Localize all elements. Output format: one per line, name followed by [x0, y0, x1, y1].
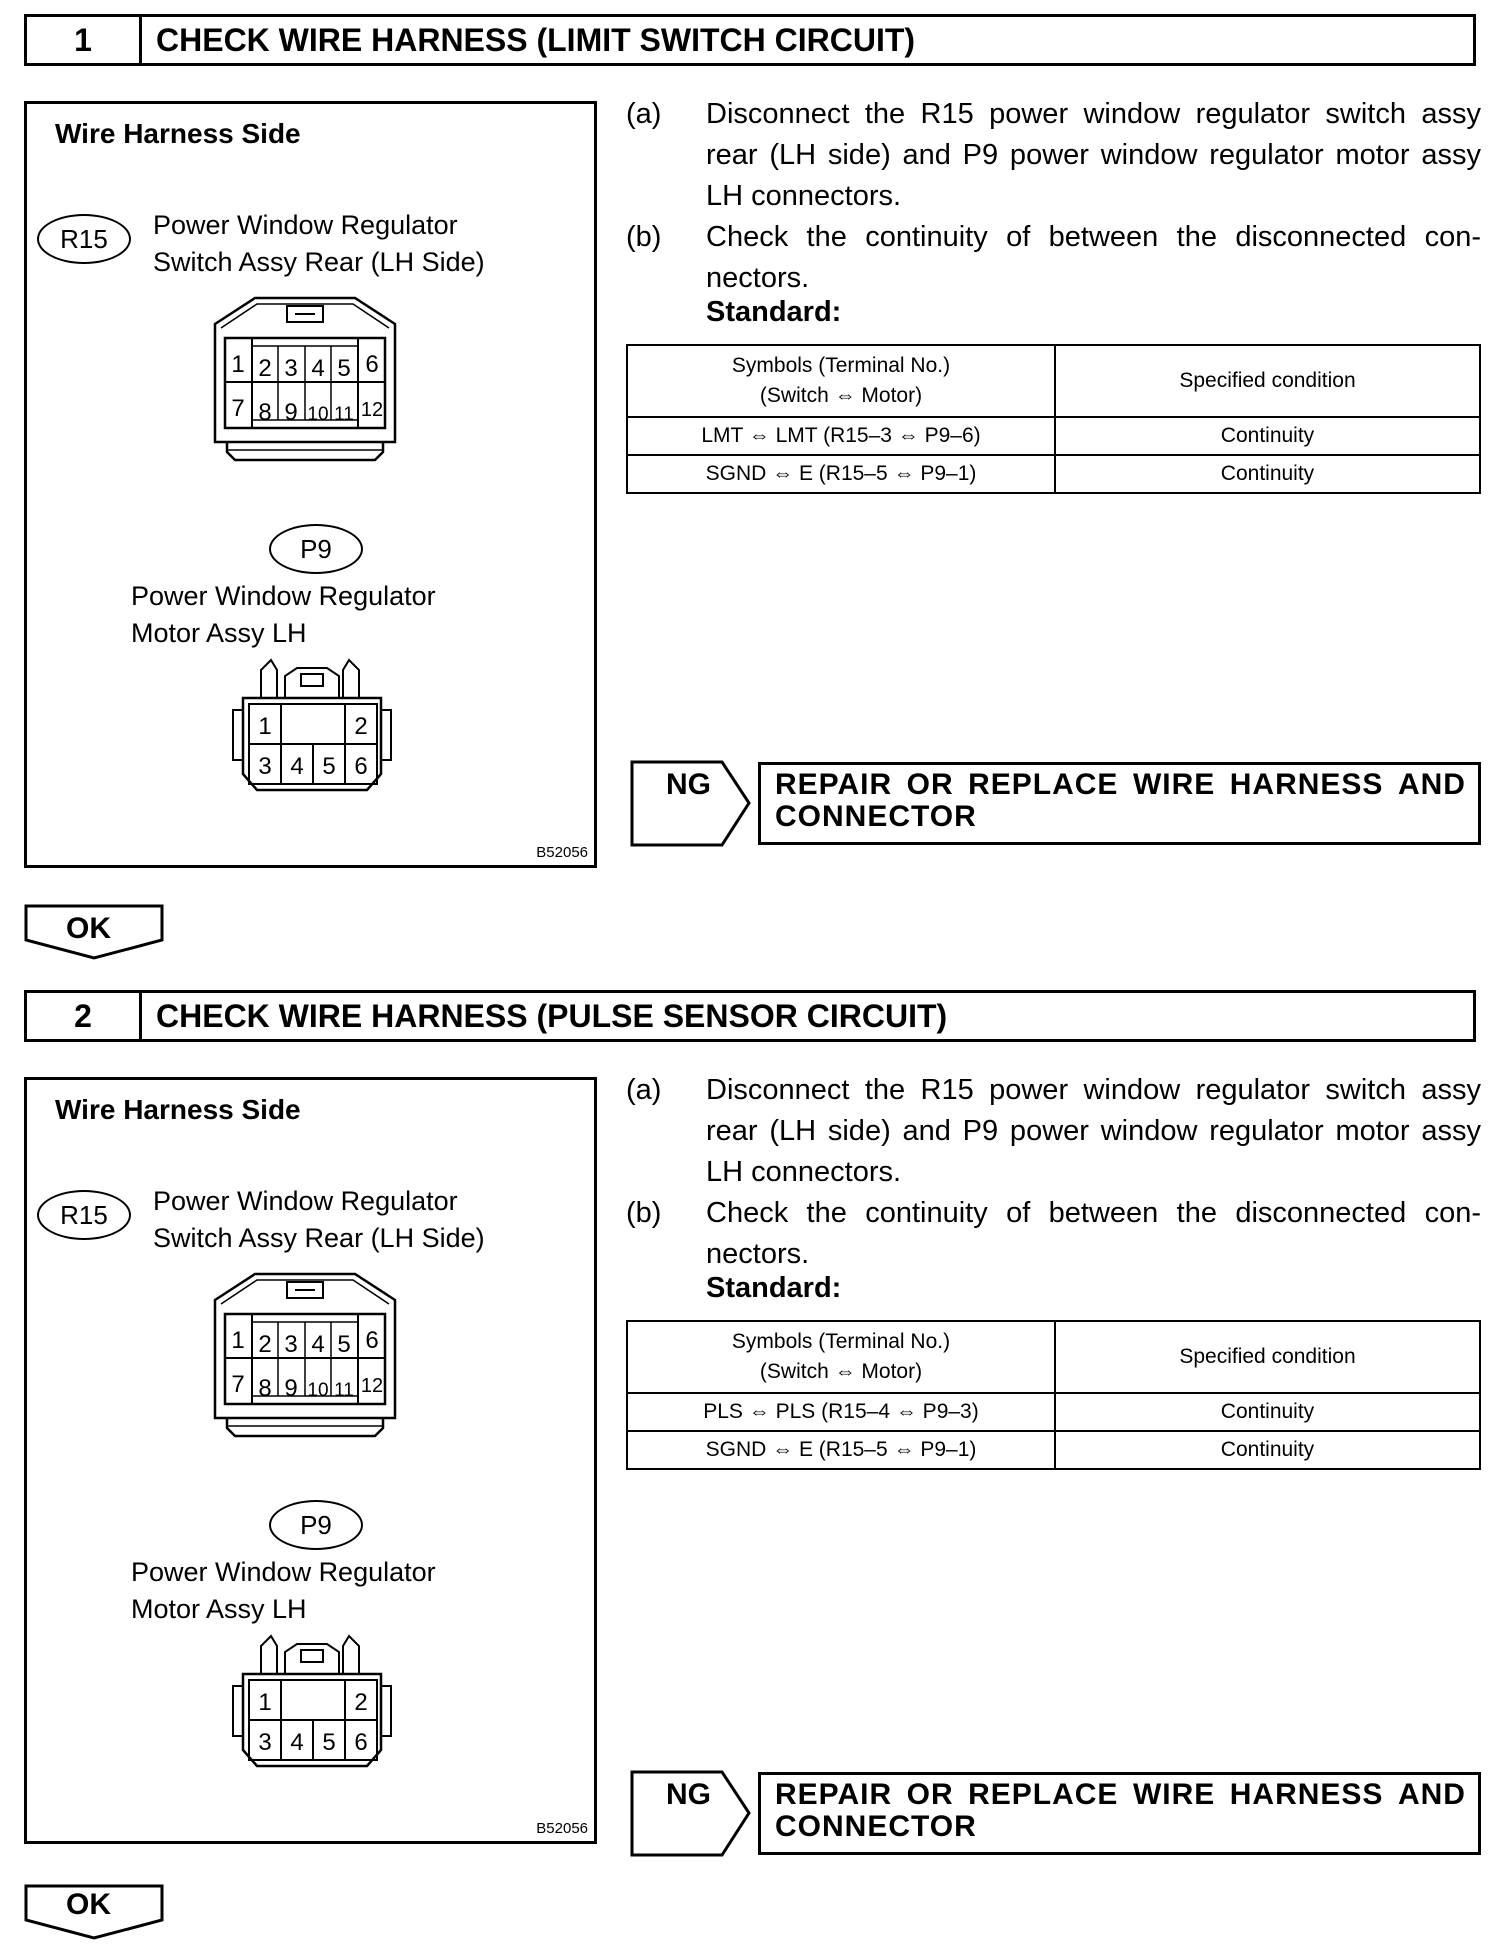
ok-label: OK [66, 1888, 111, 1921]
pin-label: 6 [354, 753, 368, 780]
step-title: CHECK WIRE HARNESS (PULSE SENSOR CIRCUIT) [156, 997, 948, 1034]
ng-action-word: REPAIR [775, 768, 893, 801]
step-header [24, 14, 1476, 66]
connector-code-r15: R15 [37, 214, 131, 264]
table-cell-symbols: SGND ⇔ E (R15–5 ⇔ P9–1) [627, 1431, 1055, 1469]
connector-a-name-line2: Switch Assy Rear (LH Side) [153, 1223, 485, 1253]
pin-label: 2 [354, 1689, 368, 1716]
pin-label: 5 [337, 1331, 351, 1358]
pin-label: 5 [322, 753, 336, 780]
pin-label: 6 [365, 351, 379, 378]
connector-b-name-line1: Power Window Regulator [131, 1557, 436, 1587]
step-2 [0, 976, 1504, 1946]
pin-label: 5 [337, 355, 351, 382]
figure-title: Wire Harness Side [55, 118, 301, 149]
pin-label: 9 [284, 399, 298, 426]
table-row [627, 455, 1480, 493]
connector-b-name-line2: Motor Assy LH [131, 618, 307, 648]
ng-action-box [758, 1772, 1481, 1855]
pin-label: 4 [311, 355, 325, 382]
connector-a-name-line1: Power Window Regulator [153, 210, 458, 240]
connector-b-name-line1: Power Window Regulator [131, 581, 436, 611]
pin-label: 3 [258, 1729, 272, 1756]
header-symbols-line1: Symbols (Terminal No.) [731, 1330, 951, 1353]
step-1 [0, 0, 1504, 970]
pin-label: 8 [258, 1375, 272, 1402]
pin-label: 1 [231, 351, 245, 378]
table-cell-symbols: PLS ⇔ PLS (R15–4 ⇔ P9–3) [627, 1393, 1055, 1431]
instruction-label: (a) [626, 98, 662, 130]
step-number: 2 [27, 993, 142, 1039]
connector-a-label [153, 207, 485, 281]
header-symbols-line2: (Switch ⇔ Motor) [759, 384, 923, 407]
pin-label: 2 [354, 713, 368, 740]
table-header-row [627, 1321, 1480, 1393]
pin-label: 3 [284, 355, 298, 382]
table-cell-symbols: SGND ⇔ E (R15–5 ⇔ P9–1) [627, 455, 1055, 493]
table-header-symbols [627, 345, 1055, 417]
table-header-symbols [627, 1321, 1055, 1393]
pin-label: 7 [231, 395, 245, 422]
connector-b-name-line2: Motor Assy LH [131, 1594, 307, 1624]
instruction-item [626, 1193, 1481, 1275]
pin-label: 8 [258, 399, 272, 426]
ng-action-word: AND [1397, 768, 1466, 801]
table-cell-condition: Continuity [1055, 1393, 1480, 1431]
connector-figure [24, 1077, 597, 1844]
header-symbols-line1: Symbols (Terminal No.) [731, 354, 951, 377]
connector-p9-diagram [231, 652, 401, 802]
figure-title: Wire Harness Side [55, 1094, 301, 1125]
ng-action-line2: CONNECTOR [775, 1810, 977, 1843]
pin-label: 2 [258, 1331, 272, 1358]
instruction-text: Check the continuity of between the disconnected con-nectors. [706, 1197, 1481, 1270]
table-cell-condition: Continuity [1055, 1431, 1480, 1469]
pin-label: 1 [258, 713, 272, 740]
standard-label: Standard: [706, 296, 842, 328]
pin-label: 2 [258, 355, 272, 382]
ng-action-line2: CONNECTOR [775, 800, 977, 833]
instruction-label: (a) [626, 1074, 662, 1106]
step-number: 1 [27, 17, 142, 63]
ng-action-word: WIRE [1132, 1778, 1216, 1811]
ng-label: NG [666, 1778, 711, 1811]
table-cell-symbols: LMT ⇔ LMT (R15–3 ⇔ P9–6) [627, 417, 1055, 455]
instruction-label: (b) [626, 1197, 662, 1229]
figure-code: B52056 [536, 1820, 588, 1837]
pin-label: 1 [231, 1327, 245, 1354]
pin-label: 6 [365, 1327, 379, 1354]
standard-label: Standard: [706, 1272, 842, 1304]
pin-label: 11 [334, 404, 354, 425]
table-row [627, 1431, 1480, 1469]
instruction-text: Disconnect the R15 power window regulator switch assy rear (LH side) and P9 power window regulator motor assy LH connectors. [706, 98, 1481, 212]
pin-label: 3 [284, 1331, 298, 1358]
header-symbols-line2: (Switch ⇔ Motor) [759, 1360, 923, 1383]
instruction-text: Disconnect the R15 power window regulator switch assy rear (LH side) and P9 power window regulator motor assy LH connectors. [706, 1074, 1481, 1188]
pin-label: 9 [284, 1375, 298, 1402]
instruction-item [626, 1070, 1481, 1193]
connector-r15-diagram [195, 1270, 415, 1455]
ng-action-word: WIRE [1132, 768, 1216, 801]
ng-action-word: REPAIR [775, 1778, 893, 1811]
pin-label: 10 [307, 404, 329, 425]
instruction-label: (b) [626, 221, 662, 253]
instruction-item [626, 217, 1481, 299]
pin-label: 11 [334, 1380, 354, 1401]
spec-table [626, 344, 1481, 494]
connector-a-name-line1: Power Window Regulator [153, 1186, 458, 1216]
pin-label: 6 [354, 1729, 368, 1756]
ng-action-word: OR [906, 768, 954, 801]
connector-p9-diagram [231, 1628, 401, 1778]
table-header-condition: Specified condition [1055, 1321, 1480, 1393]
ng-action-line1 [775, 1779, 1466, 1811]
pin-label: 5 [322, 1729, 336, 1756]
figure-code: B52056 [536, 844, 588, 861]
ng-label: NG [666, 768, 711, 801]
connector-code-p9: P9 [269, 524, 363, 574]
pin-label: 12 [360, 399, 384, 421]
instructions [626, 1070, 1481, 1275]
table-header-row [627, 345, 1480, 417]
pin-label: 4 [290, 753, 304, 780]
table-row [627, 1393, 1480, 1431]
instruction-text: Check the continuity of between the disconnected con-nectors. [706, 221, 1481, 294]
step-title: CHECK WIRE HARNESS (LIMIT SWITCH CIRCUIT) [156, 21, 916, 58]
table-cell-condition: Continuity [1055, 455, 1480, 493]
pin-label: 4 [290, 1729, 304, 1756]
ng-action-word: REPLACE [968, 768, 1119, 801]
pin-label: 10 [307, 1380, 329, 1401]
ok-label: OK [66, 912, 111, 945]
pin-label: 4 [311, 1331, 325, 1358]
connector-b-label [131, 1554, 436, 1628]
table-header-condition: Specified condition [1055, 345, 1480, 417]
connector-a-label [153, 1183, 485, 1257]
ng-action-word: REPLACE [968, 1778, 1119, 1811]
table-cell-condition: Continuity [1055, 417, 1480, 455]
step-header [24, 990, 1476, 1042]
pin-label: 7 [231, 1371, 245, 1398]
connector-a-name-line2: Switch Assy Rear (LH Side) [153, 247, 485, 277]
pin-label: 3 [258, 753, 272, 780]
ng-action-word: AND [1397, 1778, 1466, 1811]
connector-figure [24, 101, 597, 868]
ng-action-word: HARNESS [1229, 1778, 1384, 1811]
table-row [627, 417, 1480, 455]
ng-action-line1 [775, 769, 1466, 801]
connector-code-p9: P9 [269, 1500, 363, 1550]
connector-code-r15: R15 [37, 1190, 131, 1240]
instructions [626, 94, 1481, 299]
connector-r15-diagram [195, 294, 415, 479]
spec-table [626, 1320, 1481, 1470]
ng-action-word: HARNESS [1229, 768, 1384, 801]
pin-label: 12 [360, 1375, 384, 1397]
instruction-item [626, 94, 1481, 217]
ng-action-box [758, 762, 1481, 845]
connector-b-label [131, 578, 436, 652]
pin-label: 1 [258, 1689, 272, 1716]
ng-action-word: OR [906, 1778, 954, 1811]
